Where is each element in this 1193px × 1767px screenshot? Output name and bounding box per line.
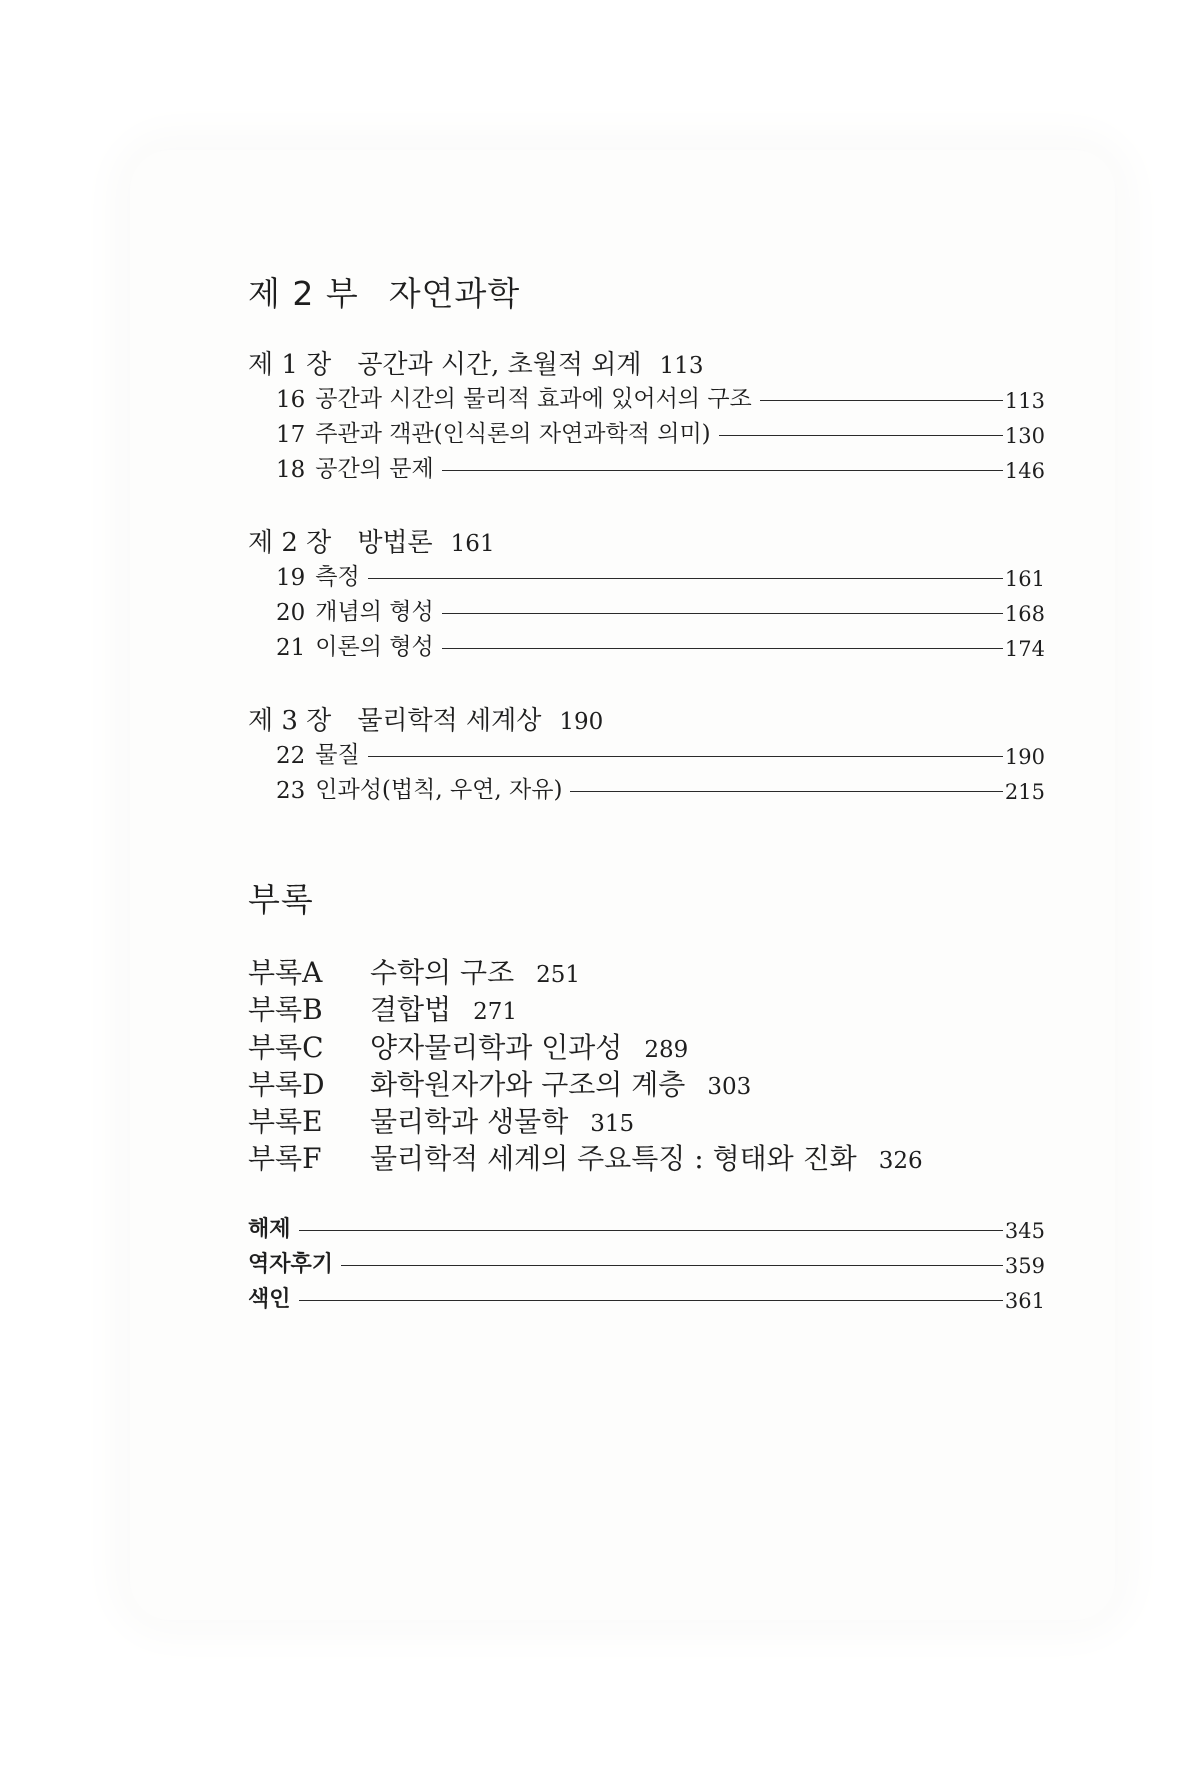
chapter-heading [248, 522, 495, 559]
toc-entry[interactable] [276, 561, 1045, 591]
chapter-page: 113 [659, 353, 704, 379]
section-title: 물질 [315, 742, 360, 768]
appendix-item-title: 양자물리학과 인과성 [370, 1031, 623, 1064]
dot-leader [299, 1300, 1003, 1301]
appendix-label: 부록C [248, 1031, 324, 1064]
appendix-item-title: 수학의 구조 [370, 956, 515, 989]
backmatter-title: 역자후기 [248, 1252, 334, 1277]
appendix-item[interactable] [248, 951, 580, 991]
appendix-item-title: 물리학과 생물학 [370, 1105, 569, 1138]
toc-entry[interactable] [276, 739, 1045, 769]
section-page: 113 [1004, 389, 1045, 413]
toc-entry[interactable] [276, 596, 1045, 626]
backmatter-entry[interactable] [248, 1283, 1045, 1313]
section-number: 18 [276, 457, 306, 483]
appendix-item[interactable] [248, 1063, 751, 1103]
section-page: 190 [1004, 745, 1045, 769]
appendix-item-title: 물리학적 세계의 주요특징 : 형태와 진화 [370, 1142, 857, 1175]
chapter-label: 제 3 장 [248, 706, 332, 736]
appendix-page: 315 [590, 1111, 635, 1137]
backmatter-page: 359 [1004, 1254, 1045, 1278]
toc-entry[interactable] [276, 383, 1045, 413]
backmatter-entry[interactable] [248, 1213, 1045, 1243]
appendix-page: 289 [644, 1037, 689, 1063]
section-number: 20 [276, 600, 306, 626]
chapter-heading [248, 344, 703, 381]
appendix-item-title: 결합법 [370, 993, 452, 1026]
appendix-page: 271 [473, 999, 518, 1025]
chapter-page: 161 [450, 531, 495, 557]
section-number: 22 [276, 743, 306, 769]
dot-leader [299, 1230, 1003, 1231]
backmatter-entry[interactable] [248, 1248, 1045, 1278]
section-title: 개념의 형성 [315, 599, 434, 625]
section-title: 주관과 객관(인식론의 자연과학적 의미) [315, 421, 711, 447]
dot-leader [442, 648, 1003, 649]
appendix-label: 부록F [248, 1142, 322, 1175]
dot-leader [570, 791, 1002, 792]
dot-leader [719, 435, 1003, 436]
toc-entry[interactable] [276, 453, 1045, 483]
dot-leader [368, 578, 1003, 579]
dot-leader [442, 613, 1003, 614]
part-title: 자연과학 [388, 274, 521, 313]
appendix-label: 부록D [248, 1068, 325, 1101]
appendix-item-title: 화학원자가와 구조의 계층 [370, 1068, 686, 1101]
backmatter-page: 345 [1004, 1219, 1045, 1243]
chapter-label: 제 1 장 [248, 350, 332, 380]
appendix-page: 303 [707, 1074, 752, 1100]
appendix-heading [248, 874, 314, 921]
dot-leader [341, 1265, 1003, 1266]
part-label: 제 2 부 [248, 274, 359, 313]
part-heading [248, 268, 520, 315]
toc-entry[interactable] [276, 418, 1045, 448]
section-title: 공간의 문제 [315, 456, 434, 482]
section-title: 이론의 형성 [315, 634, 434, 660]
appendix-label: 부록B [248, 993, 323, 1026]
section-page: 161 [1004, 567, 1045, 591]
appendix-title: 부록 [248, 880, 314, 919]
appendix-label: 부록A [248, 956, 323, 989]
backmatter-page: 361 [1004, 1289, 1045, 1313]
toc-entry[interactable] [276, 774, 1045, 804]
dot-leader [442, 470, 1003, 471]
backmatter-title: 해제 [248, 1217, 291, 1242]
chapter-title: 물리학적 세계상 [357, 706, 542, 736]
chapter-page: 190 [559, 709, 604, 735]
toc-entry[interactable] [276, 631, 1045, 661]
dot-leader [760, 400, 1003, 401]
backmatter-title: 색인 [248, 1287, 291, 1312]
section-page: 130 [1004, 424, 1045, 448]
dot-leader [368, 756, 1003, 757]
appendix-item[interactable] [248, 1026, 688, 1066]
section-page: 174 [1004, 637, 1045, 661]
section-title: 측정 [315, 564, 360, 590]
chapter-title: 공간과 시간, 초월적 외계 [357, 350, 642, 380]
section-number: 17 [276, 422, 306, 448]
section-page: 146 [1004, 459, 1045, 483]
section-number: 16 [276, 387, 306, 413]
appendix-label: 부록E [248, 1105, 323, 1138]
chapter-title: 방법론 [357, 528, 433, 558]
section-number: 23 [276, 778, 306, 804]
appendix-item[interactable] [248, 1100, 634, 1140]
section-number: 21 [276, 635, 306, 661]
section-number: 19 [276, 565, 306, 591]
chapter-label: 제 2 장 [248, 528, 332, 558]
appendix-page: 251 [536, 962, 581, 988]
appendix-page: 326 [878, 1148, 923, 1174]
appendix-item[interactable] [248, 988, 517, 1028]
section-title: 인과성(법칙, 우연, 자유) [315, 777, 563, 803]
appendix-item[interactable] [248, 1137, 923, 1177]
section-page: 168 [1004, 602, 1045, 626]
chapter-heading [248, 700, 603, 737]
section-page: 215 [1004, 780, 1045, 804]
section-title: 공간과 시간의 물리적 효과에 있어서의 구조 [315, 386, 752, 412]
